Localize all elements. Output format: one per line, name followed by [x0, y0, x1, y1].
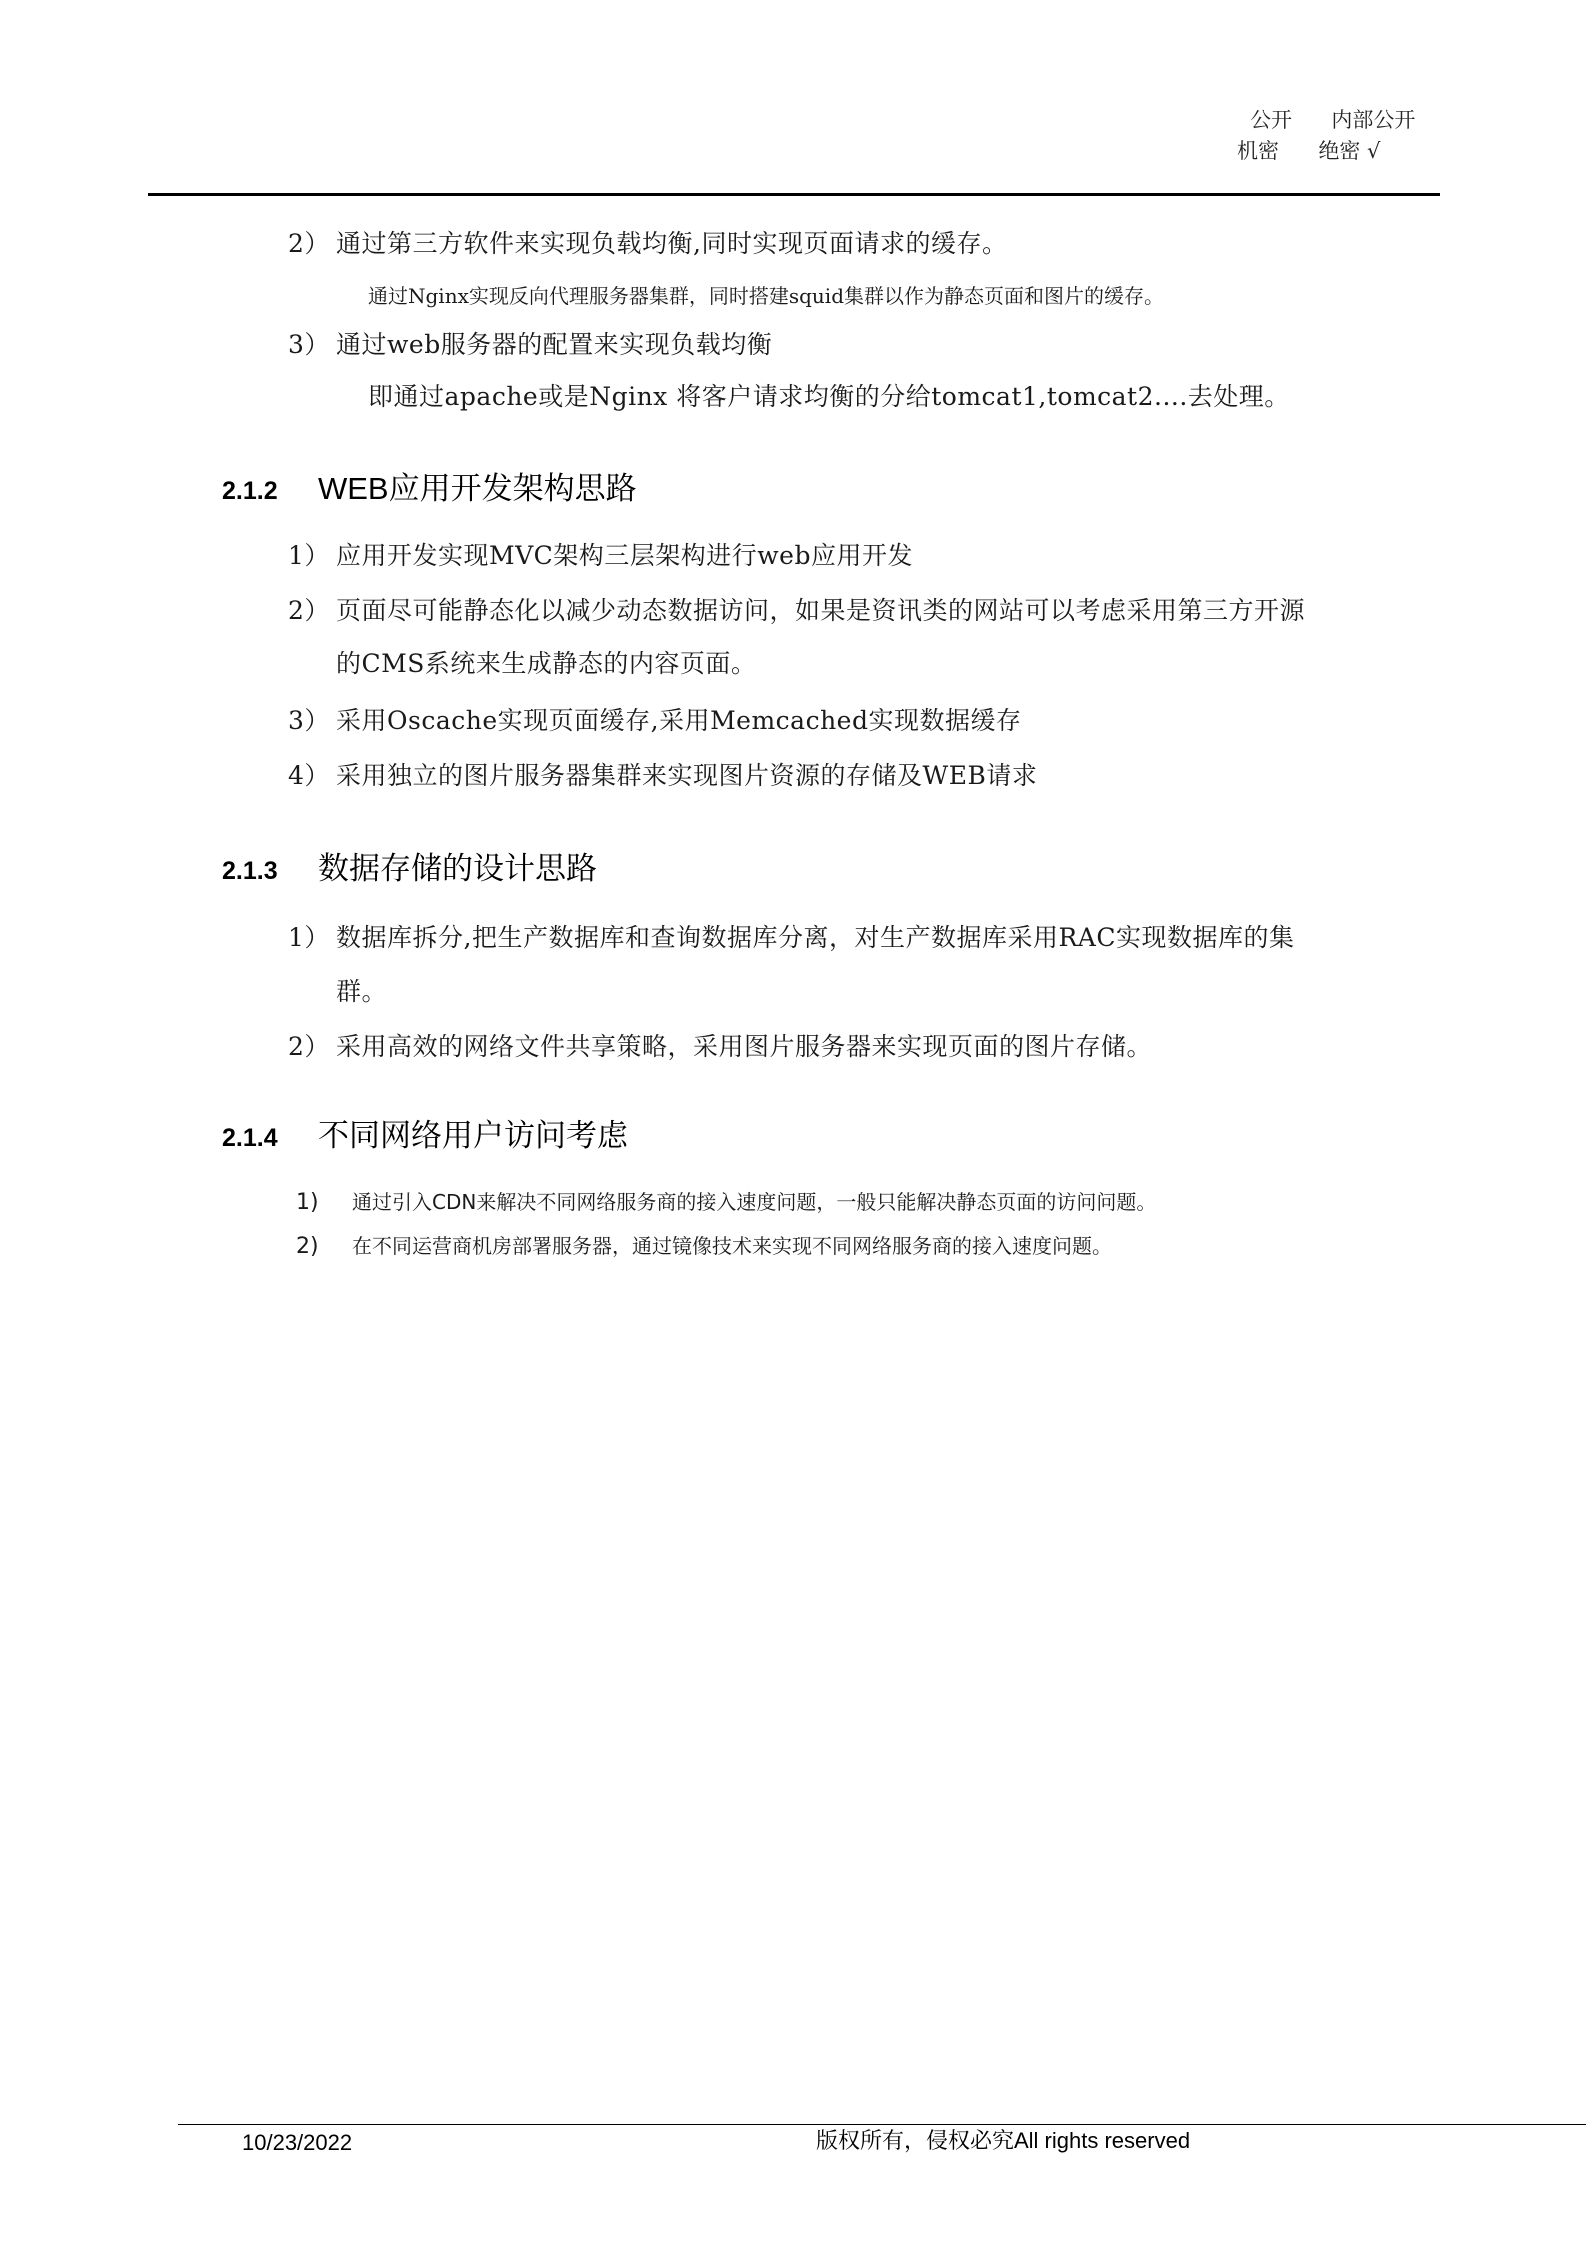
list-item-number: 4） — [288, 761, 330, 790]
list-item — [296, 1192, 1156, 1214]
list-item-continuation: 群。 — [336, 977, 388, 1006]
classification-public: 公开 — [1250, 108, 1292, 132]
list-item-text: 通过引入CDN来解决不同网络服务商的接入速度问题，一般只能解决静态页面的访问问题。 — [352, 1190, 1157, 1214]
classification-internal-public: 内部公开 — [1331, 108, 1416, 132]
section-heading — [222, 473, 637, 504]
list-item-number: 1） — [288, 541, 330, 570]
list-item — [288, 231, 1007, 256]
list-item-text: 通过web服务器的配置来实现负载均衡 — [336, 330, 773, 359]
classification-confidential: 机密 — [1237, 139, 1279, 163]
section-heading — [222, 1120, 628, 1151]
classification-line-1 — [1250, 110, 1415, 131]
section-number: 2.1.2 — [222, 477, 278, 505]
list-item — [288, 925, 1294, 950]
list-item-number: 3） — [288, 706, 330, 735]
section-heading — [222, 853, 597, 884]
list-item-text: 采用Oscache实现页面缓存,采用Memcached实现数据缓存 — [336, 706, 1022, 735]
list-item — [296, 1236, 1112, 1258]
list-item-continuation: 的CMS系统来生成静态的内容页面。 — [336, 649, 757, 678]
section-number: 2.1.4 — [222, 1124, 278, 1152]
classification-top-secret: 绝密 √ — [1318, 139, 1381, 163]
section-title: 不同网络用户访问考虑 — [318, 1118, 628, 1153]
section-number: 2.1.3 — [222, 857, 278, 885]
header-divider — [148, 193, 1440, 196]
list-item-number: 2） — [288, 596, 330, 625]
list-item-number: 1） — [288, 923, 330, 952]
list-item-detail: 通过Nginx实现反向代理服务器集群，同时搭建squid集群以作为静态页面和图片的缓存。 — [368, 284, 1165, 308]
list-item-number: 2) — [296, 1234, 319, 1259]
list-item — [288, 708, 1021, 733]
list-item — [288, 543, 913, 568]
list-item-number: 1) — [296, 1190, 319, 1215]
list-item-text: 在不同运营商机房部署服务器，通过镜像技术来实现不同网络服务商的接入速度问题。 — [352, 1234, 1112, 1258]
list-item — [288, 598, 1305, 623]
list-item-number: 3） — [288, 330, 330, 359]
list-item-text: 采用高效的网络文件共享策略，采用图片服务器来实现页面的图片存储。 — [336, 1032, 1153, 1061]
section-title: 数据存储的设计思路 — [318, 851, 597, 886]
list-item-number: 2） — [288, 229, 330, 258]
list-item — [288, 332, 772, 357]
list-item-text: 应用开发实现MVC架构三层架构进行web应用开发 — [336, 541, 913, 570]
list-item-text: 数据库拆分,把生产数据库和查询数据库分离，对生产数据库采用RAC实现数据库的集 — [336, 923, 1295, 952]
list-item-detail: 即通过apache或是Nginx 将客户请求均衡的分给tomcat1,tomcat2....去处理。 — [368, 382, 1290, 411]
list-item — [288, 763, 1037, 788]
section-title: WEB应用开发架构思路 — [318, 471, 637, 506]
footer-divider — [178, 2124, 1586, 2125]
footer-date: 10/23/2022 — [242, 2130, 353, 2155]
classification-line-2 — [1237, 141, 1380, 162]
list-item — [288, 1034, 1152, 1059]
footer-copyright: 版权所有，侵权必究All rights reserved — [816, 2128, 1191, 2153]
list-item-text: 采用独立的图片服务器集群来实现图片资源的存储及WEB请求 — [336, 761, 1038, 790]
list-item-text: 页面尽可能静态化以减少动态数据访问，如果是资讯类的网站可以考虑采用第三方开源 — [336, 596, 1306, 625]
list-item-text: 通过第三方软件来实现负载均衡,同时实现页面请求的缓存。 — [336, 229, 1008, 258]
list-item-number: 2） — [288, 1032, 330, 1061]
